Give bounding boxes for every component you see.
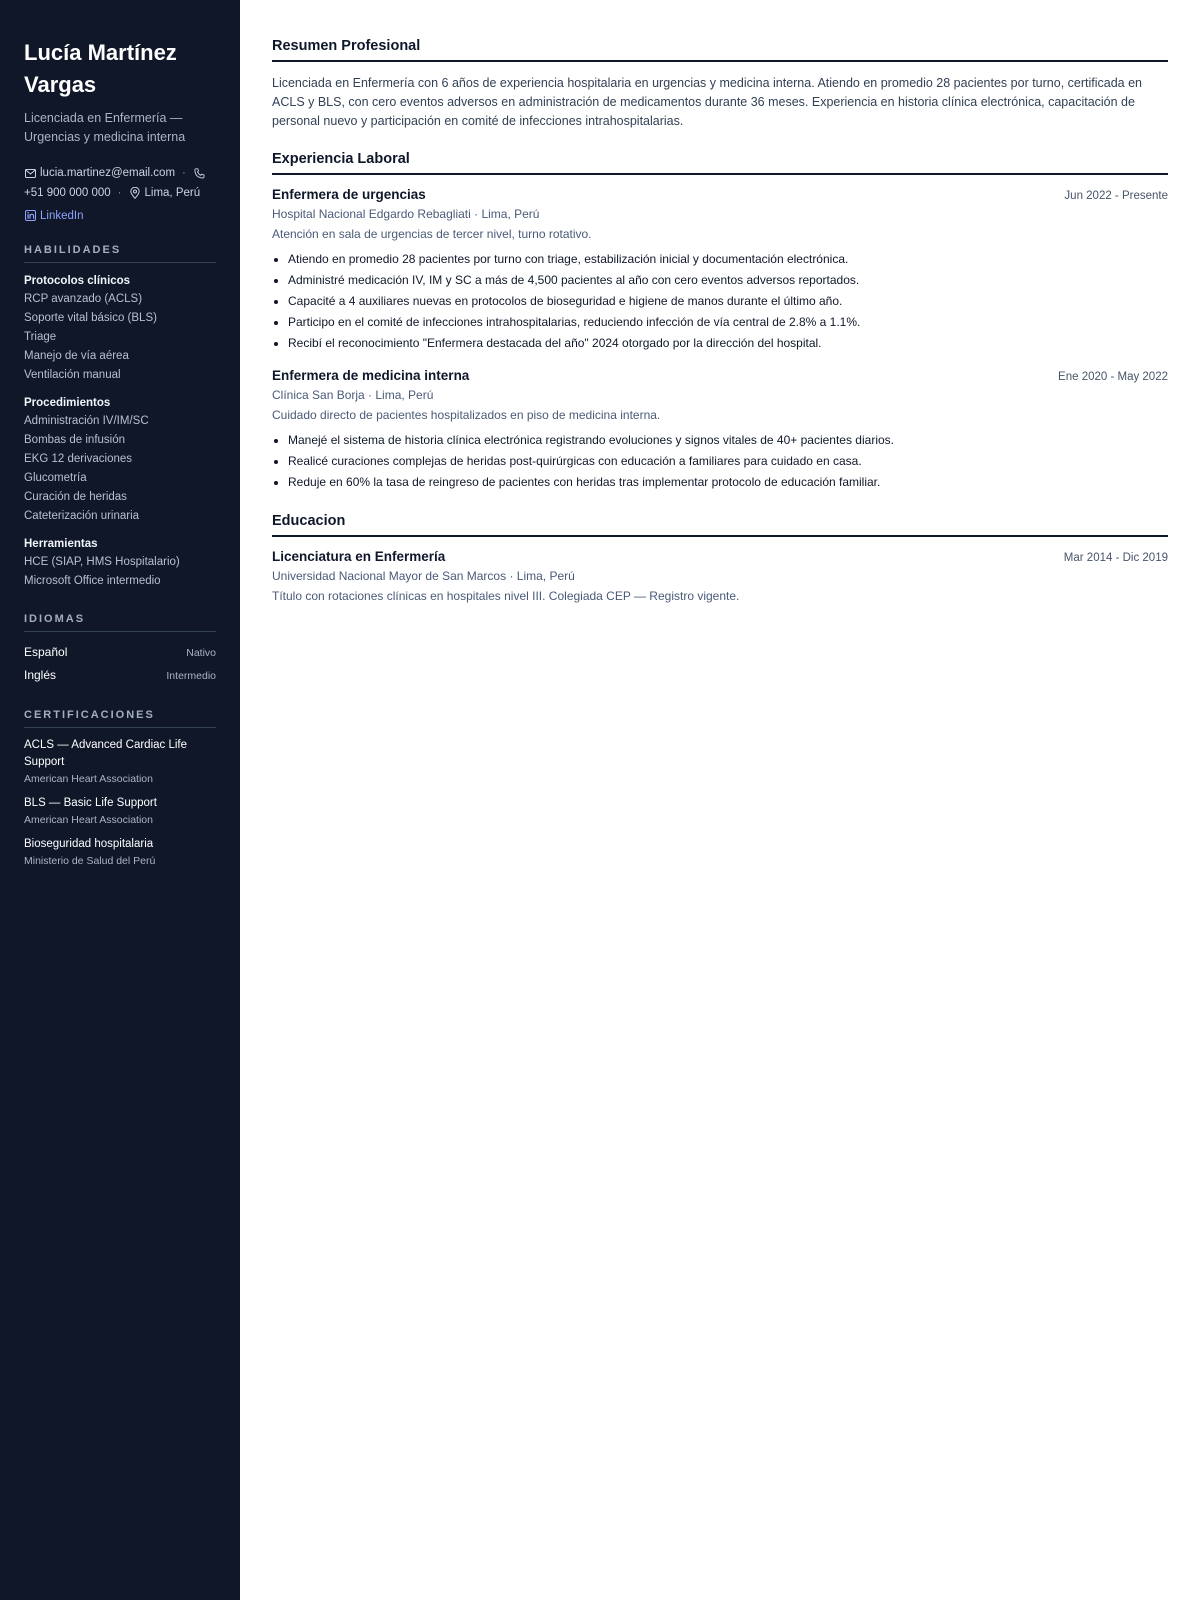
phone-icon <box>193 167 206 180</box>
skill-groups <box>24 272 216 591</box>
job-organization: Clínica San Borja · Lima, Perú <box>272 388 434 402</box>
linkedin-label[interactable]: LinkedIn <box>40 209 84 222</box>
job-organization: Hospital Nacional Edgardo Rebagliati · Lima, Perú <box>272 207 540 221</box>
skill-item: Glucometría <box>24 472 87 484</box>
experience-heading: Experiencia Laboral <box>272 151 1168 175</box>
contact-separator: · <box>182 167 186 179</box>
language-row <box>24 664 216 687</box>
language-row <box>24 641 216 664</box>
contact-separator: · <box>117 187 122 199</box>
education-institution: Universidad Nacional Mayor de San Marcos · Lima, Perú <box>272 569 575 583</box>
linkedin-icon <box>24 209 37 222</box>
certifications-list <box>24 737 216 869</box>
skill-item: EKG 12 derivaciones <box>24 453 133 465</box>
job-bullet: • Administré medicación IV, IM y SC a más de 4,500 pacientes al año con cero eventos adversos reportados. <box>288 270 1168 291</box>
job-bullets <box>272 249 1168 354</box>
languages-list <box>24 641 216 687</box>
language-level: Intermedio <box>166 670 216 682</box>
certifications-section <box>24 709 216 869</box>
mail-icon <box>24 167 37 180</box>
job-header <box>272 368 1168 383</box>
skill-item: HCE (SIAP, HMS Hospitalario) <box>24 556 180 568</box>
job-bullet: • Recibí el reconocimiento "Enfermera destacada del año" 2024 otorgado por la dirección del hospital. <box>288 333 1168 354</box>
summary-text: Licenciada en Enfermería con 6 años de experiencia hospitalaria en urgencias y medicina interna. Atiendo en promedio 28 pacientes por turno, certificada en ACLS y BLS, con cero eventos adversos en administración de medicamentos durante 36 meses. Experiencia en historia clínica electrónica, capacitación de personal nuevo y participación en comité de infecciones intrahospitalarias. <box>272 76 1142 128</box>
job-entry <box>272 368 1168 493</box>
job-bullet: • Reduje en 60% la tasa de reingreso de pacientes con heridas tras implementar protocolo de educación familiar. <box>288 472 1168 493</box>
certification-item <box>24 795 216 828</box>
skill-item: Curación de heridas <box>24 491 127 503</box>
skill-group-title: Procedimientos <box>24 397 111 409</box>
location: Lima, Perú <box>144 187 201 199</box>
summary-section <box>272 38 1168 131</box>
candidate-name: Lucía Martínez Vargas <box>24 40 177 97</box>
job-description: Cuidado directo de pacientes hospitalizados en piso de medicina interna. <box>272 408 661 422</box>
education-list <box>272 549 1168 603</box>
job-description: Atención en sala de urgencias de tercer nivel, turno rotativo. <box>272 227 592 241</box>
job-entry <box>272 187 1168 354</box>
education-header <box>272 549 1168 564</box>
email-link[interactable]: lucia.martinez@email.com <box>40 167 176 179</box>
job-bullet: • Participo en el comité de infecciones intrahospitalarias, reduciendo infección de vía central de 2.8% a 1.1%. <box>288 312 1168 333</box>
skill-item: Soporte vital básico (BLS) <box>24 312 157 324</box>
language-level: Nativo <box>186 647 216 659</box>
education-title: Licenciatura en Enfermería <box>272 549 446 564</box>
skill-item: Manejo de vía aérea <box>24 350 129 362</box>
job-header <box>272 187 1168 202</box>
education-heading: Educacion <box>272 513 1168 537</box>
linkedin-link[interactable] <box>24 209 216 222</box>
skills-section <box>24 244 216 591</box>
skill-item: Bombas de infusión <box>24 434 126 446</box>
language-name: Español <box>24 645 68 659</box>
location-pin-icon <box>129 187 142 200</box>
job-dates: Ene 2020 - May 2022 <box>1058 371 1168 383</box>
certifications-heading: CERTIFICACIONES <box>24 709 216 728</box>
certification-issuer: American Heart Association <box>24 814 153 826</box>
job-title: Enfermera de urgencias <box>272 187 426 202</box>
education-entry <box>272 549 1168 603</box>
skill-group-title: Herramientas <box>24 538 98 550</box>
certification-item <box>24 737 216 787</box>
summary-heading: Resumen Profesional <box>272 38 1168 62</box>
skill-item: Microsoft Office intermedio <box>24 575 161 587</box>
skill-group-title: Protocolos clínicos <box>24 275 131 287</box>
skill-item: Cateterización urinaria <box>24 510 140 522</box>
job-dates: Jun 2022 - Presente <box>1064 190 1168 202</box>
job-bullet: • Manejé el sistema de historia clínica electrónica registrando evoluciones y signos vitales de 40+ pacientes diarios. <box>288 430 1168 451</box>
skill-item: RCP avanzado (ACLS) <box>24 293 143 305</box>
phone-number[interactable]: +51 900 000 000 <box>24 187 111 199</box>
languages-section <box>24 613 216 687</box>
job-bullet: • Realicé curaciones complejas de heridas post-quirúrgicas con educación a familiares para cuidado en casa. <box>288 451 1168 472</box>
education-section <box>272 513 1168 603</box>
job-bullet: • Atiendo en promedio 28 pacientes por turno con triage, estabilización inicial y documentación electrónica. <box>288 249 1168 270</box>
skill-item: Administración IV/IM/SC <box>24 415 149 427</box>
skill-item: Ventilación manual <box>24 369 121 381</box>
main-content <box>240 0 1200 1600</box>
experience-section <box>272 151 1168 493</box>
skill-item: Triage <box>24 331 57 343</box>
language-name: Inglés <box>24 668 57 682</box>
certification-item <box>24 836 216 869</box>
headline: Licenciada en Enfermería — Urgencias y medicina interna <box>24 111 186 144</box>
certification-issuer: American Heart Association <box>24 773 153 785</box>
job-bullets <box>272 430 1168 493</box>
jobs-list <box>272 187 1168 493</box>
languages-heading: IDIOMAS <box>24 613 216 632</box>
contact-info <box>24 163 216 203</box>
certification-issuer: Ministerio de Salud del Perú <box>24 855 156 867</box>
education-dates: Mar 2014 - Dic 2019 <box>1063 552 1168 564</box>
certification-name: BLS — Basic Life Support <box>24 797 157 809</box>
job-bullet: • Capacité a 4 auxiliares nuevas en protocolos de bioseguridad e higiene de manos durante el último año. <box>288 291 1168 312</box>
sidebar <box>0 0 240 1600</box>
job-title: Enfermera de medicina interna <box>272 368 470 383</box>
education-description: Título con rotaciones clínicas en hospitales nivel III. Colegiada CEP — Registro vigente. <box>272 589 740 603</box>
certification-name: Bioseguridad hospitalaria <box>24 838 154 850</box>
certification-name: ACLS — Advanced Cardiac Life Support <box>24 739 188 768</box>
skills-heading: HABILIDADES <box>24 244 216 263</box>
